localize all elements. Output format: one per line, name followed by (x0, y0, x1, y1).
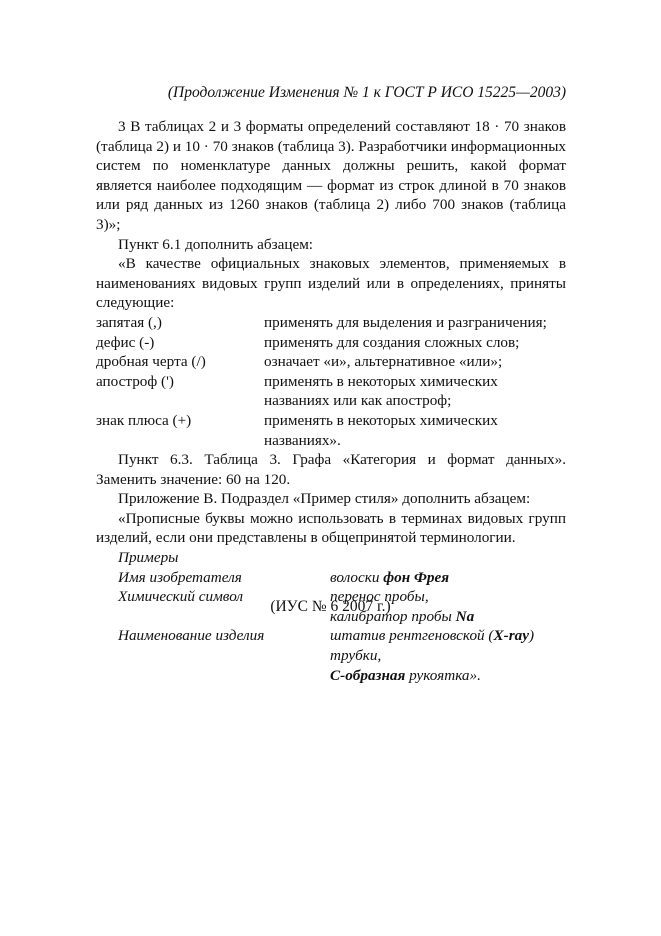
example-label: Наименование изделия (118, 627, 265, 645)
example-value (330, 666, 588, 686)
continuation-header: (Продолжение Изменения № 1 к ГОСТ Р ИСО 15225—2003) (167, 84, 566, 101)
example-text: калибратор пробы (330, 607, 456, 625)
symbol-usage: применять для выделения и разграничения; (264, 313, 547, 331)
example-label-empty (118, 666, 330, 686)
example-label: Имя изобретателя (118, 568, 242, 586)
example-value (330, 568, 588, 588)
paragraph-appendix-b: Приложение В. Подраздел «Пример стиля» дополнить абзацем: (118, 490, 531, 508)
symbol-usage: применять в некоторых химических названиях или как апостроф; (264, 372, 498, 410)
symbol-usage: применять для создания сложных слов; (264, 333, 520, 351)
example-text: волоски (330, 568, 384, 586)
example-text: штатив рентгеновской ( (330, 627, 494, 645)
example-bold-text: X-ray (493, 627, 529, 645)
examples-block (96, 548, 566, 685)
symbol-name: запятая (,) (96, 313, 162, 331)
symbol-name: апостроф (') (96, 372, 174, 390)
symbol-usage: означает «и», альтернативное «или»; (264, 353, 503, 371)
examples-grid (96, 568, 566, 686)
symbol-name: знак плюса (+) (96, 411, 192, 429)
paragraph-clause-6-1: Пункт 6.1 дополнить абзацем: (118, 235, 314, 253)
symbol-usage: применять в некоторых химических названиях». (264, 411, 498, 449)
example-value: перенос пробы, (330, 588, 429, 606)
example-text: ) трубки, (330, 627, 534, 665)
example-bold-text: С-образная (330, 666, 406, 684)
symbol-name: дробная черта (/) (96, 353, 206, 371)
example-bold-text: фон Фрея (383, 568, 450, 586)
paragraph-sign-elements: «В качестве официальных знаковых элементов, применяемых в наименованиях видовых групп изделий или в определениях, приняты следующие: (96, 255, 566, 312)
example-label: Химический символ (118, 588, 244, 606)
examples-heading: Примеры (118, 549, 179, 567)
example-text: рукоятка». (405, 666, 481, 684)
symbol-list (96, 313, 566, 450)
paragraph-capitals: «Прописные буквы можно использовать в терминах видовых групп изделий, если они представлены в общепринятой терминологии. (96, 509, 566, 547)
example-bold-text: Na (455, 607, 475, 625)
paragraph-formats: 3 В таблицах 2 и 3 форматы определений составляют 18 · 70 знаков (таблица 2) и 10 · 70 знаков (таблица 3). Разработчики информационных систем по номенклатуре данных должны решить, какой формат является наиболее подходящим — формат из строк длиной в 70 знаков или ряд данных из 1260 знаков (таблица 2) либо 700 знаков (таблица 3)»; (96, 118, 566, 233)
source-footer: (ИУС № 6 2007 г.) (270, 598, 391, 615)
example-value (330, 626, 588, 665)
paragraph-clause-6-3: Пункт 6.3. Таблица 3. Графа «Категория и формат данных». Заменить значение: 60 на 120. (96, 451, 566, 488)
symbol-name: дефис (-) (96, 333, 155, 351)
